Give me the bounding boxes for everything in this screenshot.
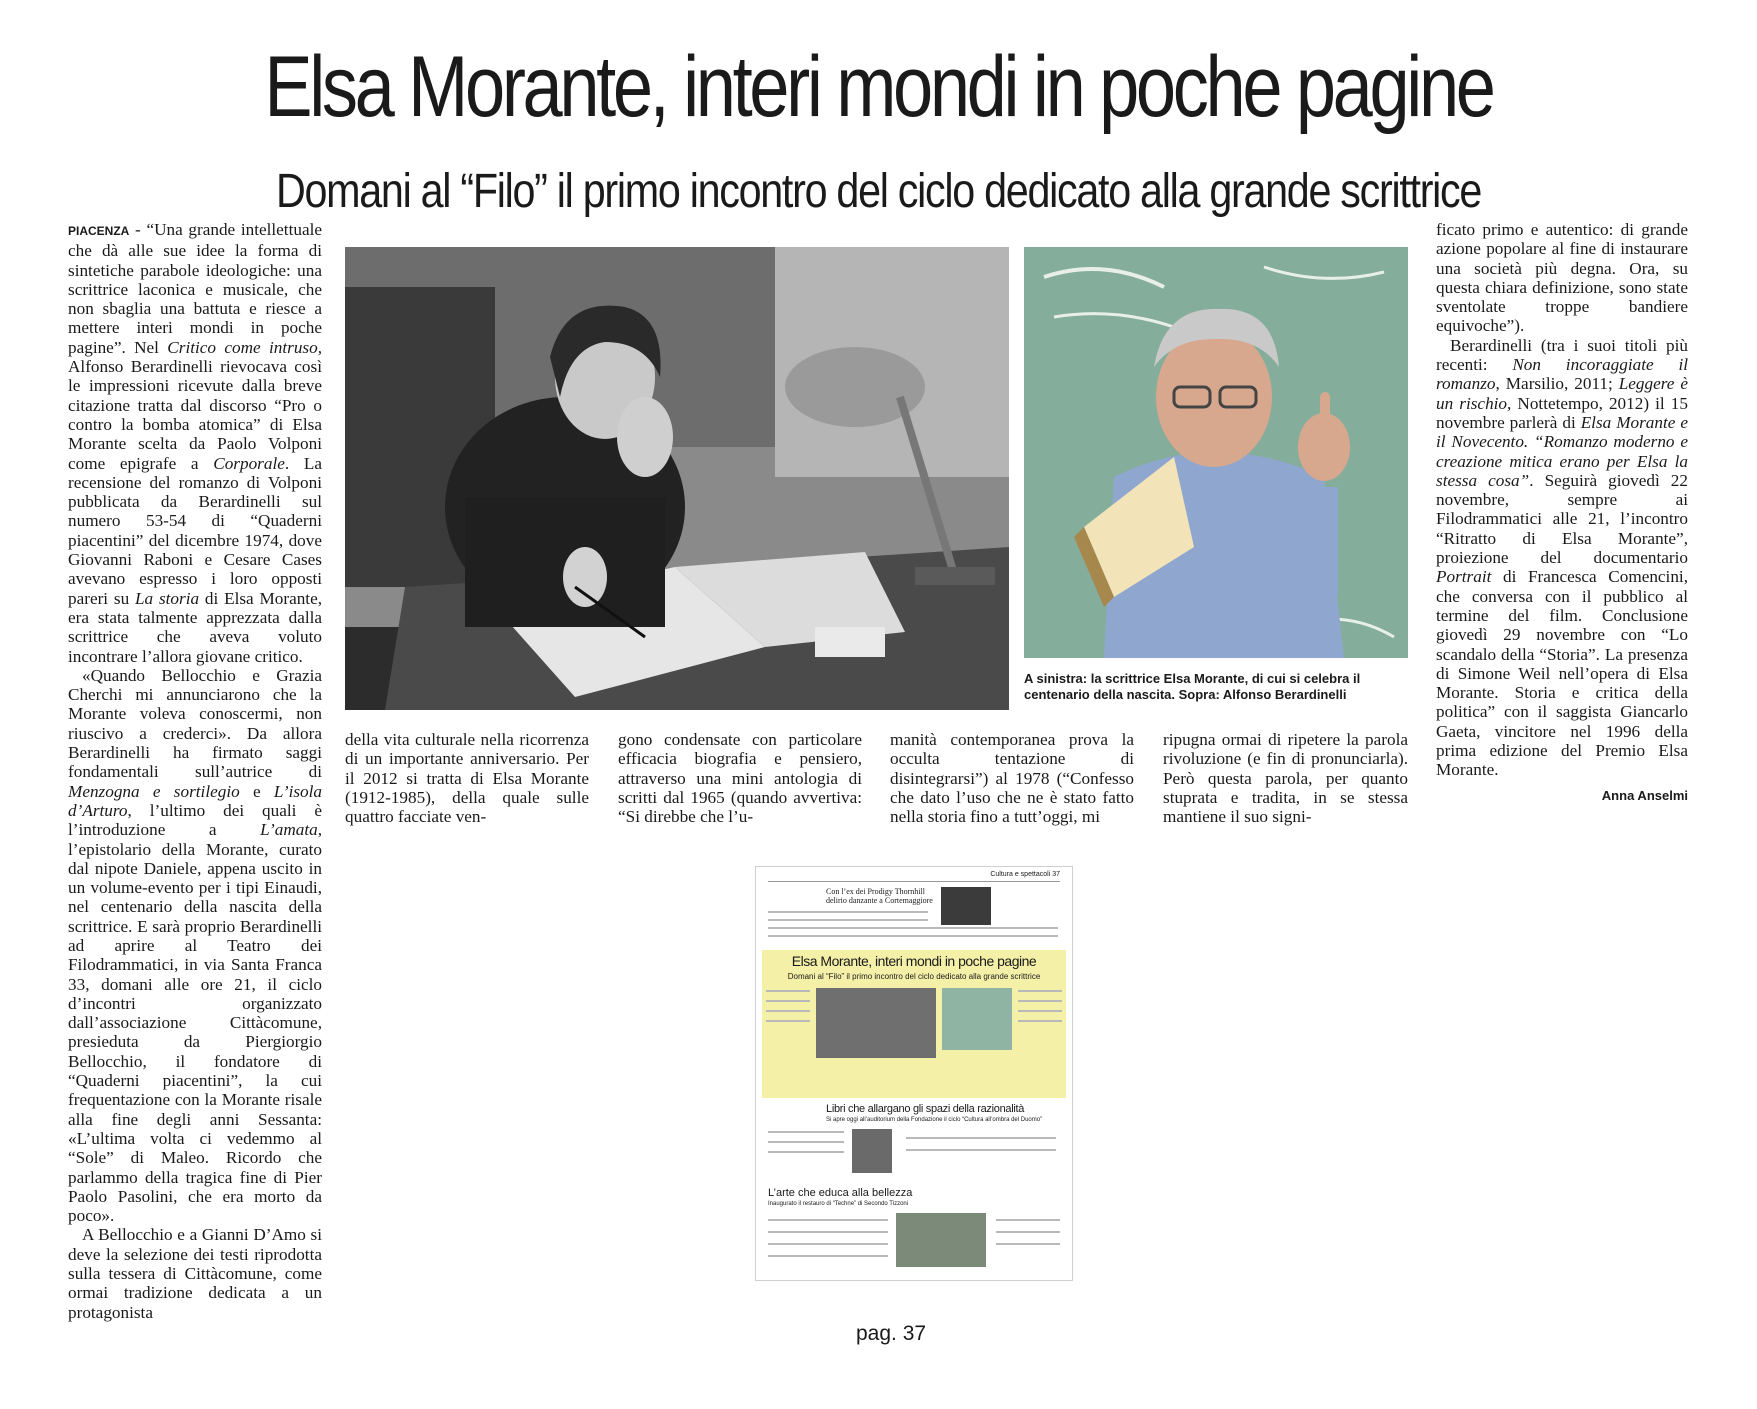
thumbnail-story-3-head: Libri che allargano gli spazi della razionalità xyxy=(826,1103,1025,1115)
thumbnail-story-1-head: Con l’ex dei Prodigy Thornhill delirio danzante a Cortemaggiore xyxy=(826,887,933,905)
paragraph: A Bellocchio e a Gianni D’Amo si deve la selezione dei testi riprodotta sulla tessera di Cittàcomune, come ormai tradizione dedicata a un protagonista xyxy=(68,1225,322,1322)
thumbnail-story-2-photo-1 xyxy=(816,988,936,1058)
thumbnail-story-3-sub: Si apre oggi all’auditorium della Fondazione il ciclo “Cultura all’ombra del Duomo” xyxy=(826,1117,1043,1123)
article-column-4: manità contemporanea prova la occulta tentazione di disintegrarsi”) al 1978 (“Confesso che dato l’uso che ne è stato fatto nella storia fino a tutt’oggi, mi xyxy=(890,730,1134,827)
photo-elsa-morante-image xyxy=(345,247,1009,710)
page-thumbnail xyxy=(755,866,1073,1281)
page-number: pag. 37 xyxy=(856,1322,927,1345)
article-column-3: gono condensate con particolare efficacia biografia e pensiero, attraverso una mini antologia di scritti dal 1965 (quando avvertiva: “Si direbbe che l’u- xyxy=(618,730,862,827)
thumbnail-story-4-image xyxy=(896,1213,986,1267)
thumbnail-story-2-photo-2 xyxy=(942,988,1012,1050)
headline: Elsa Morante, interi mondi in poche pagine xyxy=(264,39,1493,135)
thumbnail-story-3-image xyxy=(852,1129,892,1173)
article-column-6: ficato primo e autentico: di grande azione popolare al fine di instaurare una società più degna. Ora, su questa chiara definizione, sono state sventolate troppe bandiere equivoche”). Berardinelli (tra i suoi titoli più recenti: Non incoraggiate il romanzo, Marsilio, 2011; Leggere è un rischio, Nottetempo, 2012) il 15 novembre parlerà di Elsa Morante e il Novecento. “Romanzo moderno e creazione mitica erano per Elsa la stessa cosa”. Seguirà giovedì 22 novembre, sempre ai Filodrammatici alle 21, l’incontro “Ritratto di Elsa Morante”, proiezione del documentario Portrait di Francesca Comencini, che conversa con il pubblico al termine del film. Conclusione giovedì 29 novembre con “Lo scandalo della “Storia”. La presenza di Simone Weil nell’opera di Elsa Morante. Storia e critica della politica” con il saggista Giancarlo Gaeta, vincitore nel 1996 della prima edizione del Premio Elsa Morante. Anna Anselmi xyxy=(1436,220,1688,805)
photo-elsa-morante xyxy=(345,247,1009,710)
thumbnail-story-1-image xyxy=(941,887,991,925)
thumbnail-story-2-sub: Domani al “Filo” il primo incontro del ciclo dedicato alla grande scrittrice xyxy=(787,972,1041,981)
photo-alfonso-berardinelli xyxy=(1024,247,1408,658)
author-byline: Anna Anselmi xyxy=(1601,787,1688,803)
thumbnail-header: Cultura e spettacoli 37 xyxy=(768,871,1060,882)
article-column-5: ripugna ormai di ripetere la parola rivoluzione (e fin di pronunciarla). Però questa parola, per quanto stuprata e tradita, in se stessa mantiene il suo signi- xyxy=(1163,730,1408,827)
photo-caption: A sinistra: la scrittrice Elsa Morante, di cui si celebra il centenario della nascita. Sopra: Alfonso Berardinelli xyxy=(1024,671,1361,702)
thumbnail-story-4-head: L’arte che educa alla bellezza xyxy=(768,1187,913,1199)
subheadline: Domani al “Filo” il primo incontro del ciclo dedicato alla grande scrittrice xyxy=(275,165,1482,218)
thumbnail-highlighted-story xyxy=(762,950,1066,1098)
dateline: PIACENZA xyxy=(68,224,130,238)
thumbnail-story-4-sub: Inaugurato il restauro di “Techne” di Secondo Tizzoni xyxy=(768,1201,909,1207)
article-column-2: della vita culturale nella ricorrenza di un importante anniversario. Per il 2012 si tratta di Elsa Morante (1912-1985), della quale sulle quattro facciate ven- xyxy=(345,730,589,827)
article-column-1: PIACENZA - “Una grande intellettuale che dà alle sue idee la forma di sintetiche parabole ideologiche: una scrittrice laconica e musicale, che non sbaglia una battuta e riesce a mettere interi mondi in poche pagine”. Nel Critico come intruso, Alfonso Berardinelli rievocava così le impressioni ricevute dalla breve citazione tratta dal discorso “Pro o contro la bomba atomica” di Elsa Morante scelta da Paolo Volponi come epigrafe a Corporale. La recensione del romanzo di Volponi pubblicata da Berardinelli sul numero 53-54 di “Quaderni piacentini” del dicembre 1974, dove Giovanni Raboni e Cesare Cases avevano espresso i loro opposti pareri su La storia di Elsa Morante, era stata talmente apprezzata dalla scrittrice che aveva voluto incontrare l’allora giovane critico. «Quando Bellocchio e Grazia Cherchi mi annunciarono che la Morante voleva conoscermi, non riuscivo a crederci». Da allora Berardinelli ha firmato saggi fondamentali sull’autrice di Menzogna e sortilegio e L’isola d’Arturo, l’ultimo dei quali è l’introduzione a L’amata, l’epistolario della Morante, curato dal nipote Daniele, appena uscito in un volume-evento per i tipi Einaudi, nel centenario della nascita della scrittrice. E sarà proprio Berardinelli ad aprire al Teatro dei Filodrammatici, in via Santa Franca 33, domani alle ore 21, il ciclo d’incontri organizzato dall’associazione Cittàcomune, presieduta da Piergiorgio Bellocchio, il fondatore di “Quaderni piacentini”, la cui frequentazione con la Morante risale alla fine degli anni Sessanta: «L’ultima volta ci vedemmo al “Sole” di Maleo. Ricordo che parlammo della tragica fine di Pier Paolo Pasolini, che era morto da poco». A Bellocchio e a Gianni D’Amo si deve la selezione dei testi riprodotta sulla tessera di Cittàcomune, come ormai tradizione dedicata a un protagonista xyxy=(68,220,322,1322)
thumbnail-story-2-head: Elsa Morante, interi mondi in poche pagine xyxy=(791,953,1037,969)
photo-alfonso-berardinelli-image xyxy=(1024,247,1408,658)
